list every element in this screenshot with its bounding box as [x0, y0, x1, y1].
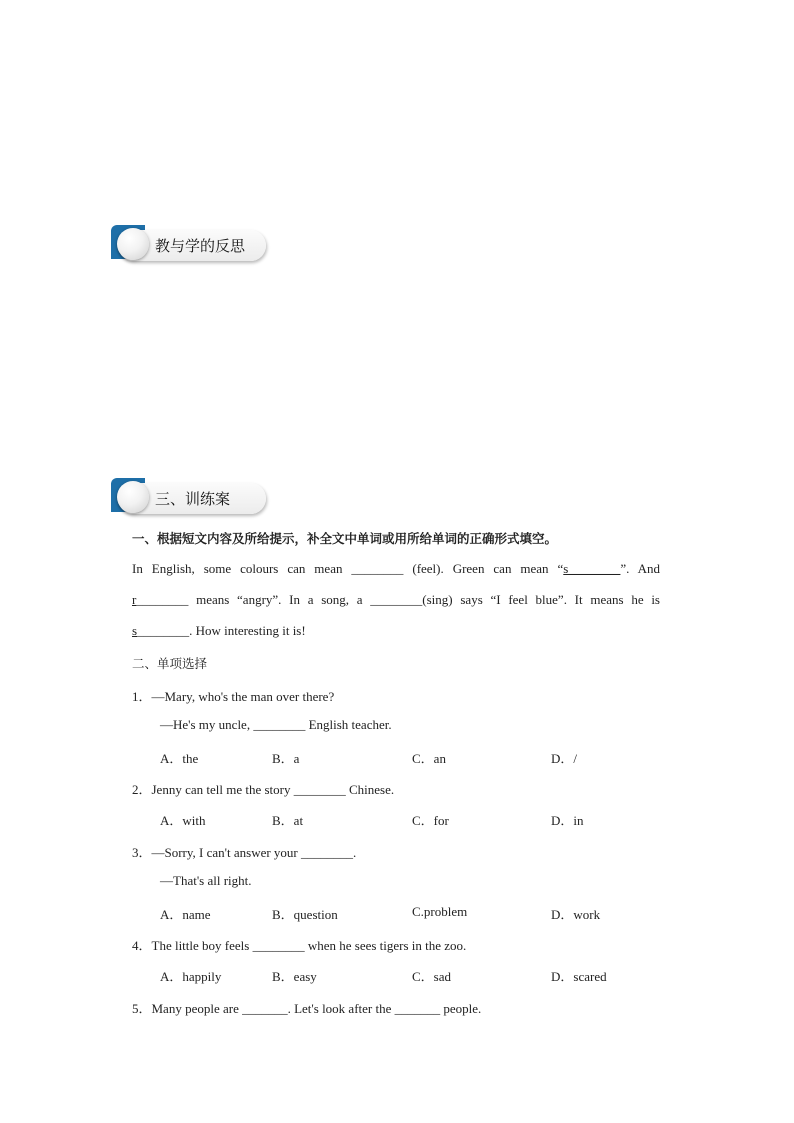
part2-heading: 二、单项选择	[132, 656, 208, 671]
question-3-stem: 3．—Sorry, I can't answer your ________.	[132, 845, 357, 860]
question-3-reply: —That's all right.	[160, 873, 252, 888]
question-1-option-b[interactable]: B．a	[272, 751, 300, 766]
question-3-option-a[interactable]: A．name	[160, 907, 211, 922]
passage-text: ”. And	[620, 561, 660, 576]
question-2-stem: 2．Jenny can tell me the story ________ Chinese.	[132, 782, 395, 797]
passage-line-2	[132, 592, 660, 608]
question-1-option-c[interactable]: C．an	[412, 751, 446, 766]
question-4-option-b[interactable]: B．easy	[272, 969, 317, 984]
question-4-option-d[interactable]: D．scared	[551, 969, 607, 984]
question-2-option-a[interactable]: A．with	[160, 813, 206, 828]
question-3-option-c[interactable]: C.problem	[412, 904, 468, 919]
question-4-option-c[interactable]: C．sad	[412, 969, 452, 984]
question-1-stem: 1．—Mary, who's the man over there?	[132, 689, 335, 704]
question-2-option-c[interactable]: C．for	[412, 813, 449, 828]
question-1-option-a[interactable]: A．the	[160, 751, 199, 766]
passage-line-1	[132, 561, 660, 577]
question-3-option-d[interactable]: D．work	[551, 907, 601, 922]
passage-line-3	[132, 623, 306, 639]
question-4-stem: 4．The little boy feels ________ when he sees tigers in the zoo.	[132, 938, 467, 953]
banner-disc-icon	[117, 481, 149, 513]
passage-text: In English, some colours can mean ________ (feel). Green can mean “	[132, 561, 564, 576]
question-1-option-d[interactable]: D．/	[551, 751, 578, 766]
banner-title: 教与学的反思	[155, 237, 246, 255]
question-1-reply: —He's my uncle, ________ English teacher.	[160, 717, 392, 732]
question-4-option-a[interactable]: A．happily	[160, 969, 222, 984]
blank-hint: s	[132, 623, 138, 638]
question-5-stem: 5．Many people are _______. Let's look after the _______ people.	[132, 1001, 482, 1016]
blank-hint: s________	[563, 561, 621, 576]
part1-heading: 一、根据短文内容及所给提示，补全文中单词或用所给单词的正确形式填空。	[132, 531, 558, 546]
blank-hint: r	[132, 592, 137, 607]
banner-title: 三、训练案	[155, 490, 231, 508]
question-2-option-b[interactable]: B．at	[272, 813, 304, 828]
passage-text: ________ means “angry”. In a song, a ________(sing) says “I feel blue”. It means he is	[136, 592, 660, 607]
section-banner-reflection	[111, 225, 266, 265]
passage-text: ________. How interesting it is!	[137, 623, 306, 638]
banner-disc-icon	[117, 228, 149, 260]
question-2-option-d[interactable]: D．in	[551, 813, 584, 828]
section-banner-exercises	[111, 478, 266, 518]
question-3-option-b[interactable]: B．question	[272, 907, 338, 922]
